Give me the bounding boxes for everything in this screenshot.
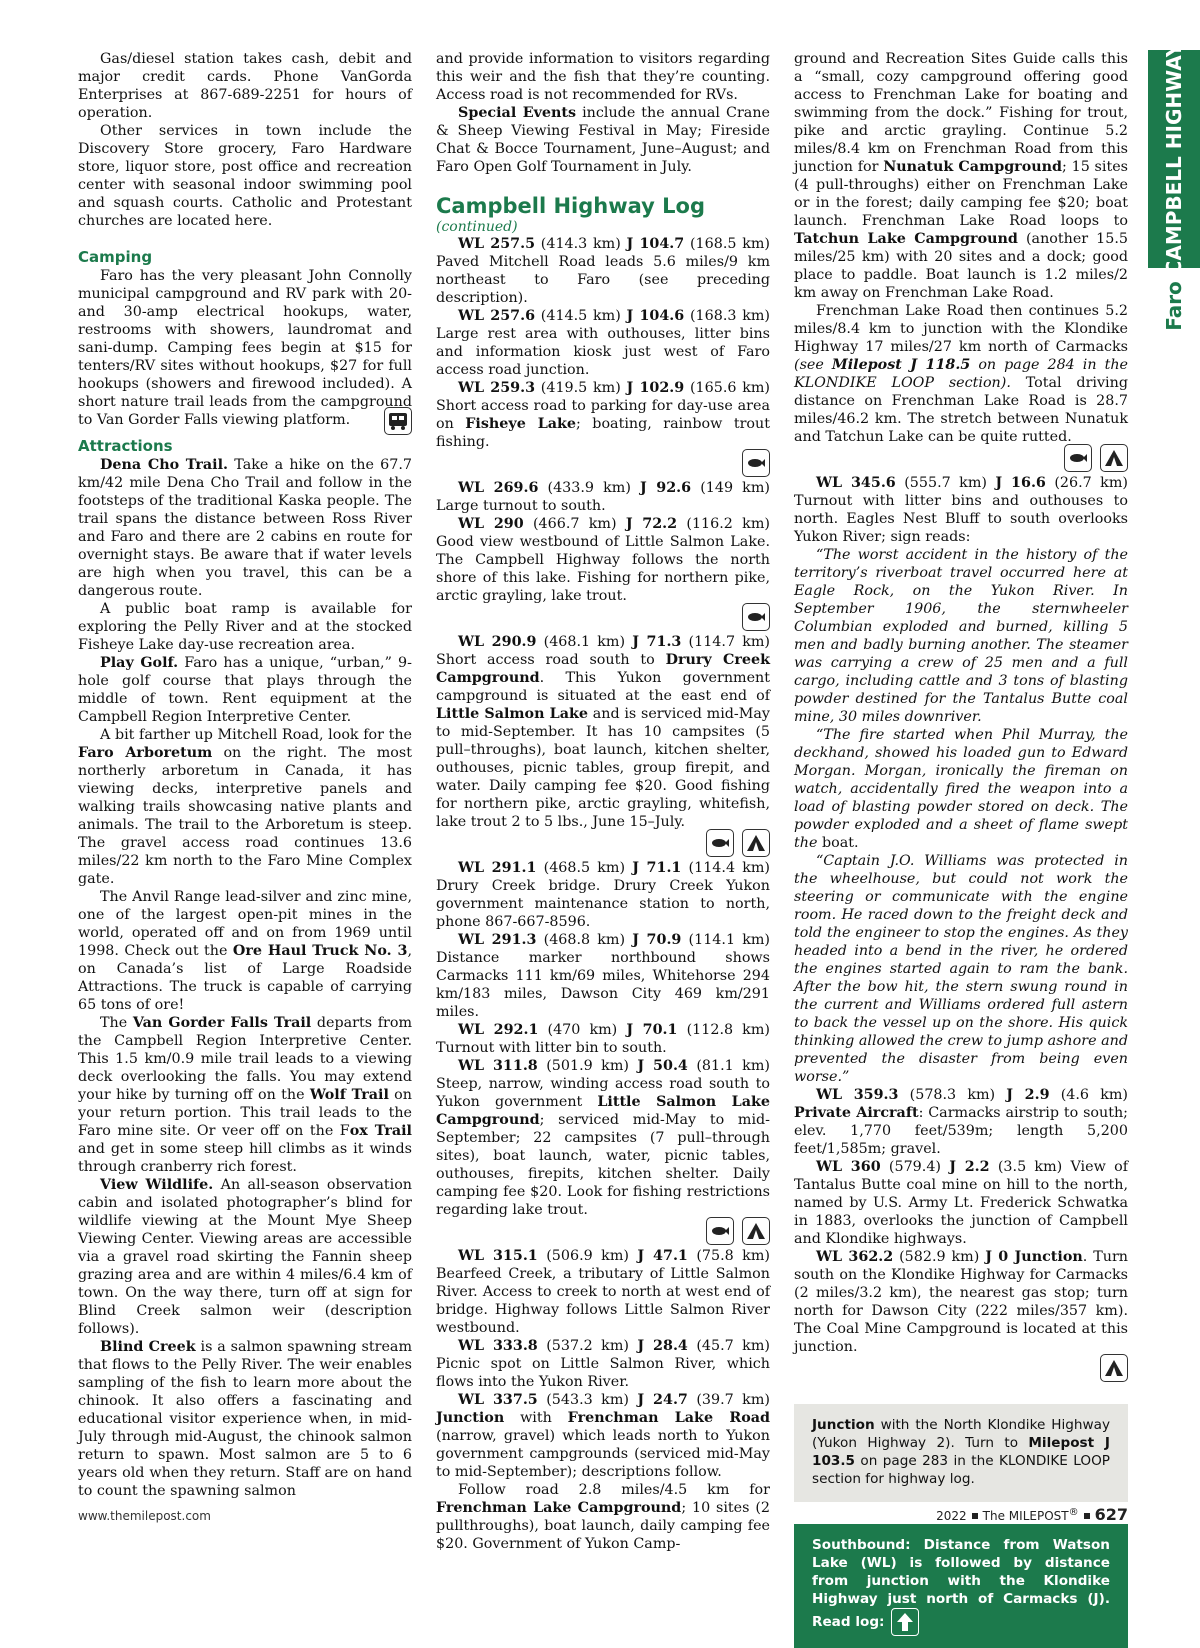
log-entry: WL 337.5 (543.3 km) J 24.7 (39.7 km) Junction with Frenchman Lake Road (narrow, gravel) which leads north to Yukon government campgrounds (serviced mid-May to mid-September); descriptions follow.: [436, 1392, 771, 1480]
town-tab: [1154, 276, 1194, 336]
bullet-square-icon: [972, 1513, 978, 1519]
paragraph: [78, 888, 412, 1014]
junction-note-box: [794, 1404, 1128, 1502]
paragraph: [78, 1338, 412, 1500]
paragraph: ground and Recreation Sites Guide calls this a “small, cozy campground offering good access to Frenchman Lake for boating and swimming from the dock.” Fishing for trout, pike and arctic grayling. Continue 5.2 miles/8.4 km on Frenchman Road from this junction for Nunatuk Campground; 15 sites (4 pull-throughs) either on Frenchman Lake or in the forest; daily camping fee $20; boat launch. Frenchman Lake Road loops to Tatchun Lake Campground (another 15.5 miles/25 km) with 20 sites and a dock; good place to paddle. Boat launch is 1.2 miles/2 km away on Frenchman Lake Road.: [794, 51, 1129, 301]
run-in-head: Play Golf.: [100, 655, 179, 671]
section-heading-camping: Camping: [78, 248, 153, 266]
log-entry: WL 290.9 (468.1 km) J 71.3 (114.7 km) Short access road south to Drury Creek Campground. This Yukon government campground is situated at the east end of Little Salmon Lake and is serviced mid-May to mid-September. It has 10 campsites (5 pull–throughs), boat launch, kitchen shelter, outhouses, picnic tables, group firepit, and water. Daily camping fee $20. Good fishing for northern pike, arctic grayling, whitefish, lake trout 2 to 5 lbs., June 15–July.: [436, 634, 770, 830]
log-entry: WL 292.1 (470 km) J 70.1 (112.8 km) Turnout with litter bin to south.: [436, 1022, 770, 1056]
paragraph: [78, 654, 412, 726]
bold-term: ox Trail: [349, 1123, 412, 1139]
log-entry: WL 311.8 (501.9 km) J 50.4 (81.1 km) Steep, narrow, winding access road south to Yukon government Little Salmon Lake Campground; serviced mid-May to mid-September; 22 campsites (7 pull–through sites), boat launch, water, picnic tables, outhouses, firepits, kitchen shelter. Daily camping fee $20. Look for fishing restrictions regarding lake trout.: [436, 1058, 770, 1218]
text: A bit farther up Mitchell Road, look for the: [100, 727, 412, 743]
paragraph: Frenchman Lake Road then continues 5.2 miles/8.4 km to junction with the Klondike Highway 17 miles/27 km north of Carmacks (see Milepost J 118.5 on page 284 in the KLONDIKE LOOP section). Total driving distance on Frenchman Lake Road is 28.7 miles/46.2 km. The stretch between Nunatuk and Tatchun Lake can be quite rutted.: [794, 303, 1128, 445]
footer-year: 2022: [936, 1509, 967, 1523]
text: on the right. The most northerly arboretum in Canada, it has viewing decks, interpretive panels and walking trails showcasing native plants and animals. The trail to the Arboretum is steep. The gravel access road continues 13.6 miles/22 km north to the Faro Mine Complex gate.: [78, 745, 412, 887]
icon-row: [436, 603, 770, 633]
icon-row: [436, 829, 770, 859]
log-entry: WL 359.3 (578.3 km) J 2.9 (4.6 km) Private Aircraft: Carmacks airstrip to south; elev. 1,770 feet/539m; length 5,200 feet/1,585m; gravel.: [794, 1087, 1128, 1157]
run-in-head: Dena Cho Trail.: [100, 457, 229, 473]
text: departs from the Campbell Region Interpretive Center. This 1.5 km/0.9 mile trail leads to a viewing deck overlooking the falls. You may extend your hike by turning off on the: [78, 1015, 413, 1103]
text: include the annual Crane & Sheep Viewing Festival in May; Fireside Chat & Bocce Tournament, June–August; and Faro Open Golf Tournament in July.: [436, 105, 770, 175]
bold-term: Ore Haul Truck No. 3: [232, 943, 408, 959]
text: Take a hike on the 67.7 km/42 mile Dena Cho Trail and follow in the footsteps of the traditional Kaska people. The trail spans the distance between Ross River and Faro and there are 2 cabins en route for overnight stays. Be aware that if water levels are high when you travel, this can be a dangerous route.: [78, 457, 412, 599]
run-in-head: View Wildlife.: [100, 1177, 214, 1193]
bold-term: Faro Arboretum: [78, 745, 213, 761]
bold-term: Wolf Trail: [309, 1087, 389, 1103]
fish-icon: [742, 449, 770, 477]
tent-icon: [1100, 1354, 1128, 1382]
paragraph: [436, 104, 770, 176]
bold-term: Van Gorder Falls Trail: [132, 1015, 312, 1031]
icon-row: [794, 1354, 1128, 1384]
column-1: [78, 50, 412, 1500]
text: An all-season observation cabin and isolated photographer’s blind for wildlife viewing at the Mount Mye Sheep Viewing Center. Viewing areas are accessible via a gravel road skirting the Fannin sheep grazing area and are within 4 miles/6.4 km of town. On the way there, turn off at sign for Blind Creek salmon weir (description follows).: [78, 1177, 413, 1337]
log-entry: WL 360 (579.4) J 2.2 (3.5 km) View of Tantalus Butte coal mine on hill to the north, named by U.S. Army Lt. Frederick Schwatka in 1883, overlooks the junction of Campbell and Klondike highways.: [794, 1159, 1128, 1247]
log-entry: WL 333.8 (537.2 km) J 28.4 (45.7 km) Picnic spot on Little Salmon River, which flows into the Yukon River.: [436, 1338, 770, 1390]
log-entry: WL 257.5 (414.3 km) J 104.7 (168.5 km) Paved Mitchell Road leads 5.6 miles/9 km northeast to Faro (see preceding description).: [436, 236, 770, 306]
icon-row: [436, 449, 770, 479]
text: on your return portion. This trail leads to the Faro mine site. Or veer off on the F: [78, 1087, 412, 1139]
log-entry: WL 269.6 (433.9 km) J 92.6 (149 km) Large turnout to south.: [436, 480, 770, 514]
southbound-note-box: [794, 1524, 1128, 1648]
text: is a salmon spawning stream that flows to the Pelly River. The weir enables sampling of the fish to learn more about the chinook. It also offers a fascinating and educational visitor experience when, in mid-July through mid-August, the chinook salmon return to spawn. Most salmon are 5 to 6 years old when they return. Staff are on hand to count the spawning salmon: [78, 1339, 412, 1499]
section-heading-attractions: Attractions: [78, 437, 173, 455]
page-number: 627: [1094, 1505, 1128, 1524]
fish-icon: [1064, 444, 1092, 472]
footer-url: www.themilepost.com: [78, 1509, 211, 1523]
tent-icon: [742, 829, 770, 857]
text: The: [100, 1015, 133, 1031]
text: , on Canada’s list of Large Roadside Attractions. The truck is capable of carrying 65 tons of ore!: [78, 943, 412, 1013]
bullet-square-icon: [1084, 1513, 1090, 1519]
paragraph: Faro has the very pleasant John Connolly municipal campground and RV park with 20- and 30-amp electrical hookups, water, restrooms with showers, laundromat and sani-dump. Camping fees begin at $15 for tenters/RV sites without hookups, $27 for full hookups (showers and firewood included). A short nature trail leads from the campground to Van Gorder Falls viewing platform.: [78, 268, 412, 428]
log-entry: WL 291.3 (468.8 km) J 70.9 (114.1 km) Distance marker northbound shows Carmacks 111 km/69 miles, Whitehorse 294 km/183 miles, Dawson City 469 km/291 miles.: [436, 932, 770, 1020]
paragraph: Follow road 2.8 miles/4.5 km for Frenchman Lake Campground; 10 sites (2 pullthroughs), boat launch, daily camping fee $20. Government of Yukon Camp-: [436, 1482, 770, 1552]
rv-dump-icon: [384, 407, 412, 435]
fish-icon: [742, 603, 770, 631]
column-3: [794, 50, 1128, 1648]
text: Faro has a unique, “urban,” 9-hole golf course that plays through the middle of town. Rent equipment at the Campbell Region Interpretive Center.: [78, 655, 412, 725]
text: and get in some steep hill climbs as it winds through cranberry rich forest.: [78, 1141, 412, 1175]
icon-row: [436, 1217, 770, 1247]
junction-note: Junction with the North Klondike Highway (Yukon Highway 2). Turn to Milepost J 103.5 on page 283 in the KLONDIKE LOOP section for highway log.: [812, 1417, 1110, 1487]
paragraph: and provide information to visitors regarding this weir and the fish that they’re counting. Access road is not recommended for RVs.: [436, 51, 770, 103]
tent-icon: [742, 1217, 770, 1245]
town-tab-label: Faro: [1162, 281, 1186, 331]
log-entry: WL 362.2 (582.9 km) J 0 Junction. Turn south on the Klondike Highway for Carmacks (2 miles/3.2 km), the nearest gas stop; turn north for Dawson City (222 miles/357 km). The Coal Mine Campground is located at this junction.: [794, 1249, 1128, 1355]
paragraph: [78, 1014, 412, 1176]
fish-icon: [706, 829, 734, 857]
footer-publication: The MILEPOST: [982, 1509, 1069, 1523]
fish-icon: [706, 1217, 734, 1245]
footer-reg-mark: ®: [1068, 1507, 1079, 1518]
bold-term: Special Events: [458, 105, 577, 121]
quote-paragraph: “The fire started when Phil Murray, the deckhand, showed his loaded gun to Edward Morgan. Morgan, ironically the fireman on watch, accidentally fired the weapon into a load of blasting powder stored on deck. The powder exploded and a sheet of flame swept the boat.: [794, 727, 1128, 851]
paragraph: Gas/diesel station takes cash, debit and major credit cards. Phone VanGorda Enterprises at 867-689-2251 for hours of operation.: [78, 51, 412, 121]
log-heading: Campbell Highway Log: [436, 194, 706, 218]
arrow-up-icon: [891, 1608, 919, 1636]
icon-row: [794, 444, 1128, 474]
log-entry: WL 291.1 (468.5 km) J 71.1 (114.4 km) Drury Creek bridge. Drury Creek Yukon government maintenance station to north, phone 867-667-8596.: [436, 860, 770, 930]
log-continued: (continued): [436, 219, 518, 235]
paragraph: Other services in town include the Discovery Store grocery, Faro Hardware store, liquor store, post office and recreation center with seasonal indoor swimming pool and squash courts. Catholic and Protestant churches are located here.: [78, 123, 412, 229]
southbound-note: Southbound: Distance from Watson Lake (WL) is followed by distance from junction with the Klondike Highway just north of Carmacks (J). Read log:: [812, 1536, 1110, 1636]
section-tab-label: CAMPBELL HIGHWAY: [1162, 42, 1186, 276]
paragraph: [78, 1176, 412, 1338]
log-entry: WL 259.3 (419.5 km) J 102.9 (165.6 km) Short access road to parking for day-use area on Fisheye Lake; boating, rainbow trout fishing.: [436, 380, 770, 450]
paragraph: [78, 726, 412, 888]
footer-page-info: [936, 1505, 1128, 1524]
log-entry: WL 290 (466.7 km) J 72.2 (116.2 km) Good view westbound of Little Salmon Lake. The Campbell Highway follows the north shore of this lake. Fishing for northern pike, arctic grayling, lake trout.: [436, 516, 770, 604]
column-2: [436, 50, 770, 1553]
quote-paragraph: “Captain J.O. Williams was protected in the wheelhouse, but could not work the steering or communicate with the engine room. He raced down to the freight deck and told the engineer to stop the engines. As they headed into a bend in the river, he ordered the engines started again to ram the bank. After the bow hit, the stern swung round in the current and Williams ordered full astern to back the vessel up on the shore. His quick thinking allowed the crew to jump ashore and prevented the disaster from being even worse.”: [794, 853, 1128, 1085]
quote-paragraph: “The worst accident in the history of the territory’s riverboat travel occurred here at Eagle Rock, on the Yukon River. In September 1906, the sternwheeler Columbian exploded and burned, killing 5 men and badly burning another. The steamer was carrying a crew of 25 men and a full cargo, including cattle and 3 tons of blasting powder destined for the Tantalus Butte coal mine, 30 miles downriver.: [794, 547, 1128, 725]
paragraph: [78, 456, 412, 600]
bold-term: Blind Creek: [100, 1339, 196, 1355]
log-entry: WL 257.6 (414.5 km) J 104.6 (168.3 km) Large rest area with outhouses, litter bins and information kiosk just west of Faro access road junction.: [436, 308, 770, 378]
paragraph: A public boat ramp is available for exploring the Pelly River and at the stocked Fisheye Lake day-use recreation area.: [78, 601, 412, 653]
log-entry: WL 315.1 (506.9 km) J 47.1 (75.8 km) Bearfeed Creek, a tributary of Little Salmon River. Access to creek to north at west end of bridge. Highway follows Little Salmon River westbound.: [436, 1248, 770, 1336]
log-entry: WL 345.6 (555.7 km) J 16.6 (26.7 km) Turnout with litter bins and outhouses to north. Eagles Nest Bluff to south overlooks Yukon River; sign reads:: [794, 475, 1128, 545]
text: The Anvil Range lead-silver and zinc mine, one of the largest open-pit mines in the world, operated off and on from 1969 until 1998. Check out the: [78, 889, 412, 959]
section-tab: [1148, 42, 1200, 276]
tent-icon: [1100, 444, 1128, 472]
